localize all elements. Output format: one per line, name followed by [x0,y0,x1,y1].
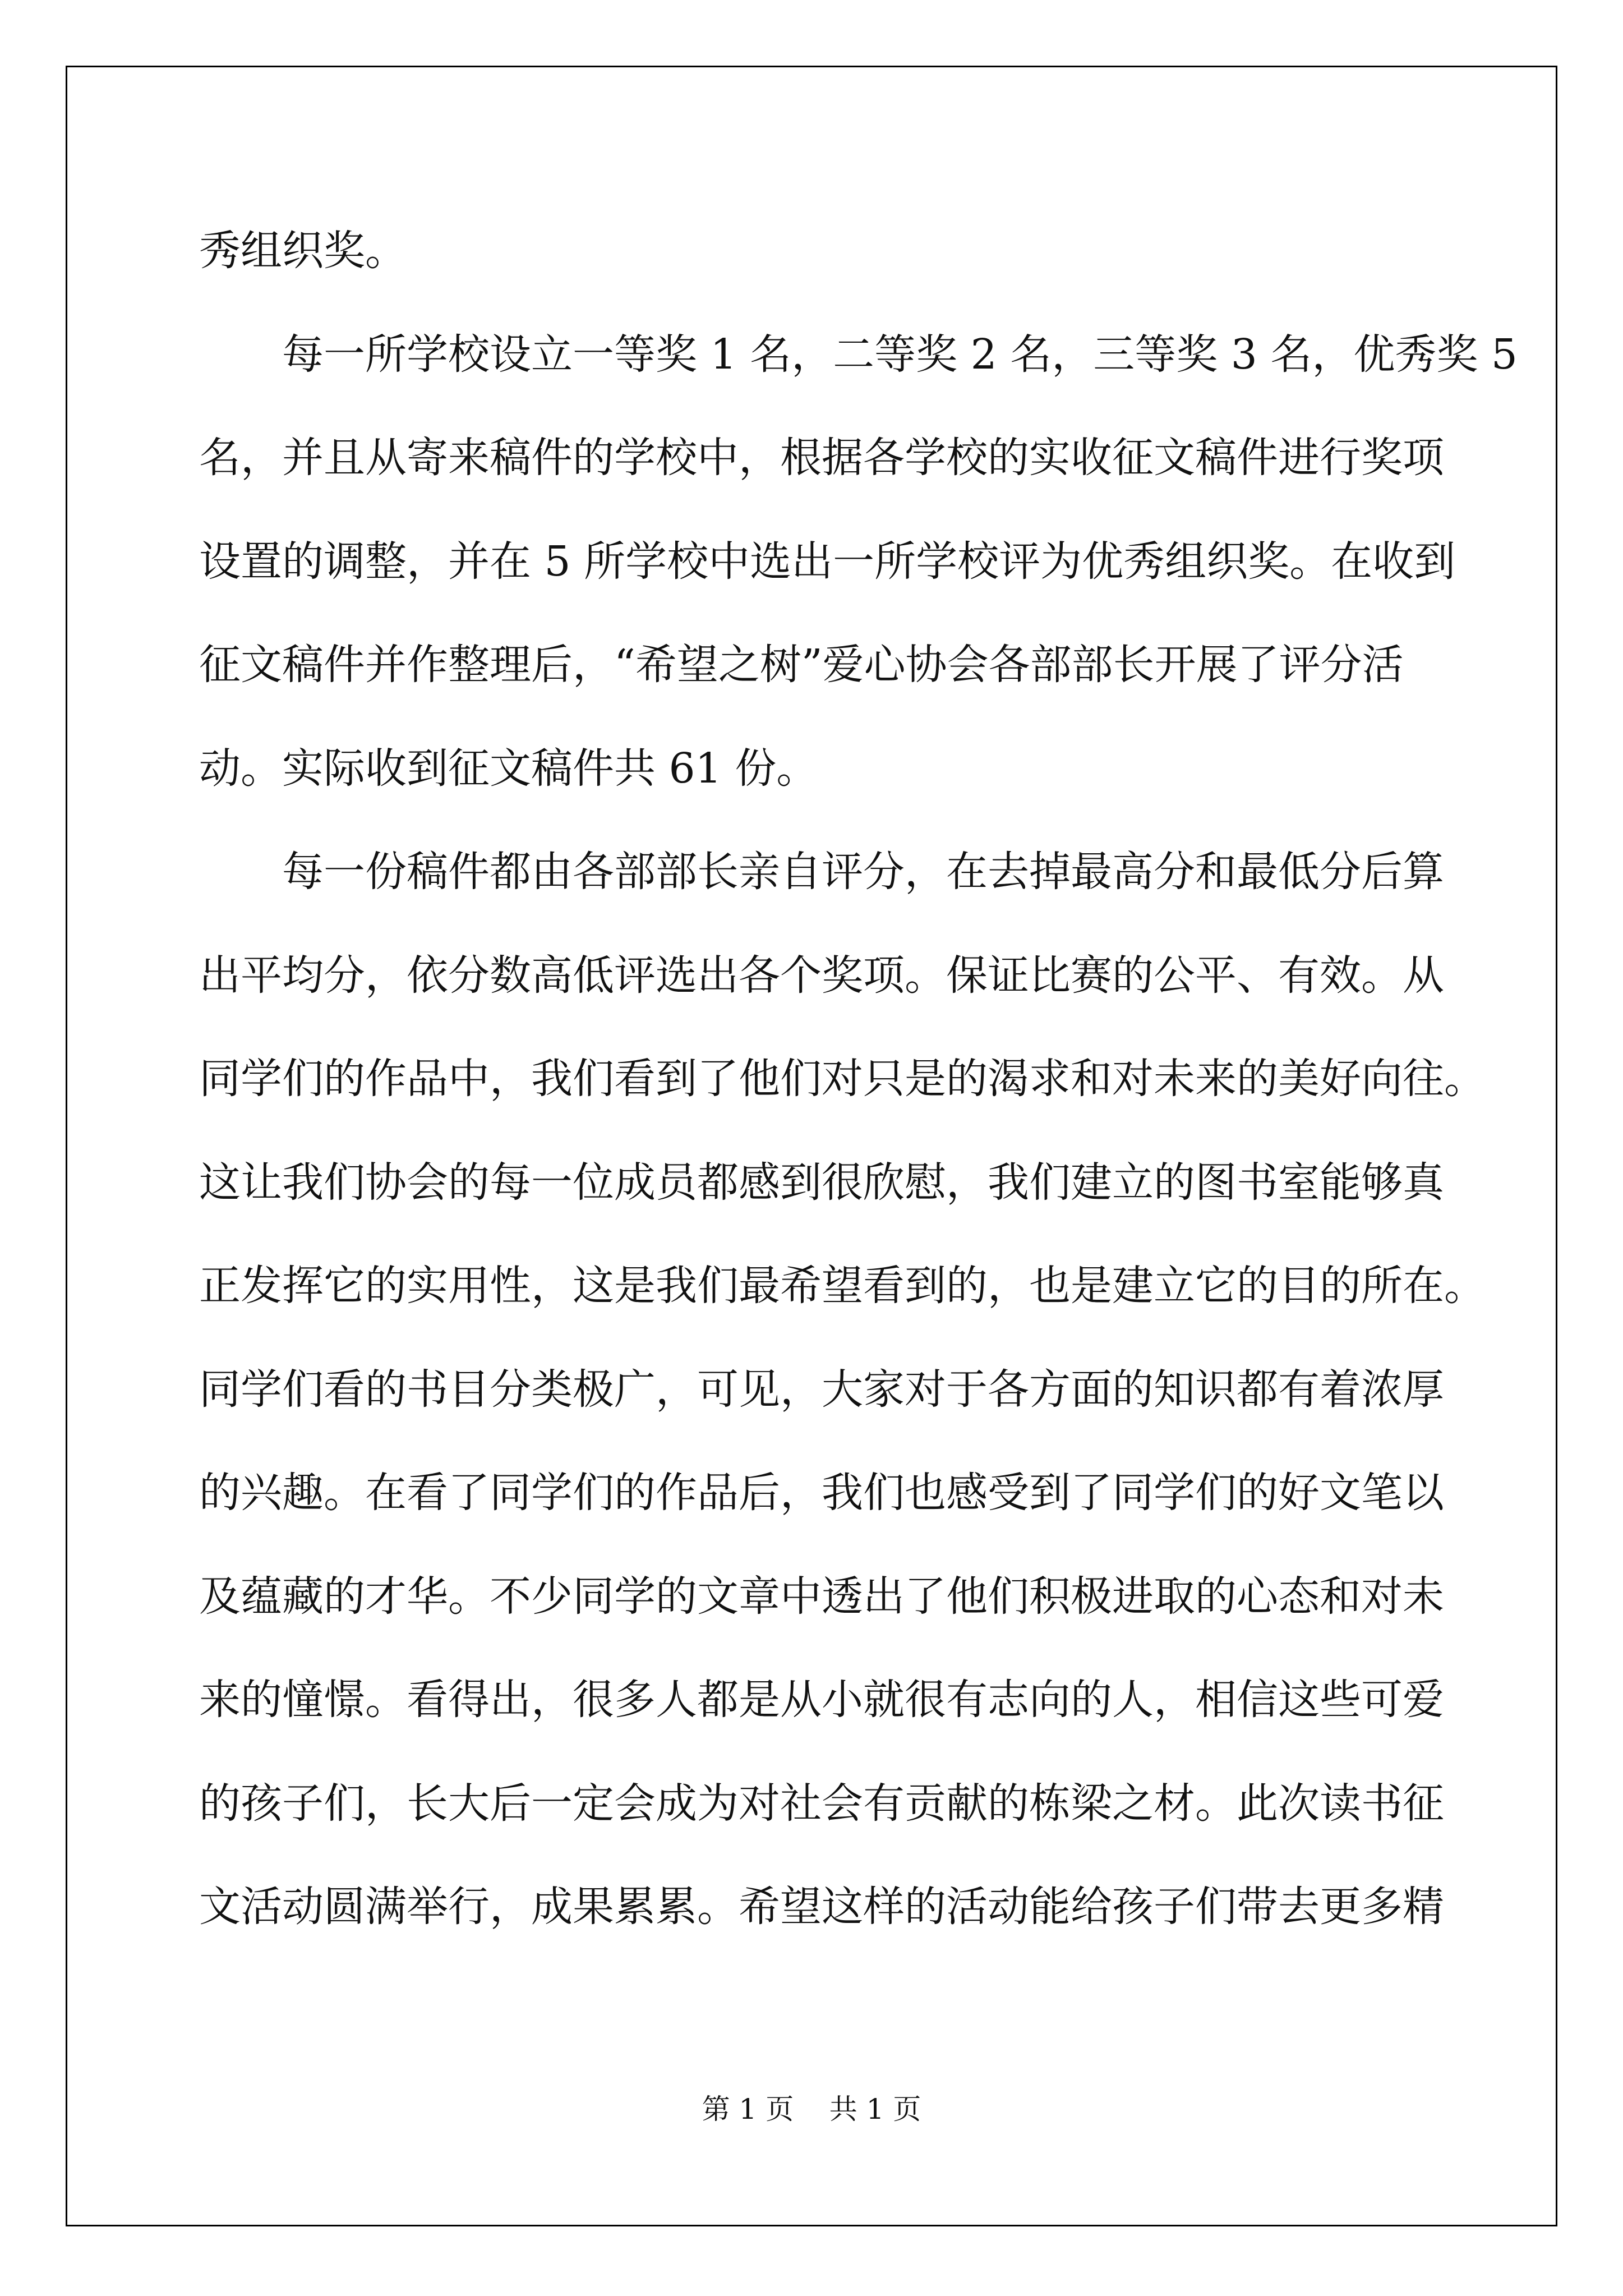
text-line: 来的憧憬。看得出，很多人都是从小就很有志向的人，相信这些可爱 [199,1676,1444,1724]
text-line: 名，并且从寄来稿件的学校中，根据各学校的实收征文稿件进行奖项 [199,434,1444,482]
text-line: 同学们看的书目分类极广，可见，大家对于各方面的知识都有着浓厚 [199,1365,1444,1414]
text-line: 出平均分，依分数高低评选出各个奖项。保证比赛的公平、有效。从 [199,951,1444,1000]
text-line: 每一份稿件都由各部部长亲自评分，在去掉最高分和最低分后算 [282,848,1444,896]
paragraph [199,303,1518,821]
paragraph [199,199,1430,303]
text-line: 动。实际收到征文稿件共 61 份。 [199,744,818,793]
paragraph [199,820,1486,1959]
text-line: 及蕴藏的才华。不少同学的文章中透出了他们积极进取的心态和对未 [199,1572,1444,1621]
page-footer: 第 1 页 共 1 页 [702,2093,921,2125]
text-line: 秀组织奖。 [199,227,407,275]
document-body [199,199,1518,1959]
text-line: 征文稿件并作整理后，“希望之树”爱心协会各部部长开展了评分活 [199,641,1404,689]
text-line: 的兴趣。在看了同学们的作品后，我们也感受到了同学们的好文笔以 [199,1469,1444,1517]
text-line: 同学们的作品中，我们看到了他们对只是的渴求和对未来的美好向往。 [199,1055,1486,1103]
text-line: 正发挥它的实用性，这是我们最希望看到的，也是建立它的目的所在。 [199,1262,1486,1310]
text-line: 每一所学校设立一等奖 1 名，二等奖 2 名，三等奖 3 名，优秀奖 5 [282,330,1518,379]
text-line: 这让我们协会的每一位成员都感到很欣慰，我们建立的图书室能够真 [199,1158,1444,1207]
text-line: 文活动圆满举行，成果累累。希望这样的活动能给孩子们带去更多精 [199,1883,1444,1931]
text-line: 的孩子们，长大后一定会成为对社会有贡献的栋梁之材。此次读书征 [199,1779,1444,1828]
text-line: 设置的调整，并在 5 所学校中选出一所学校评为优秀组织奖。在收到 [199,537,1456,586]
